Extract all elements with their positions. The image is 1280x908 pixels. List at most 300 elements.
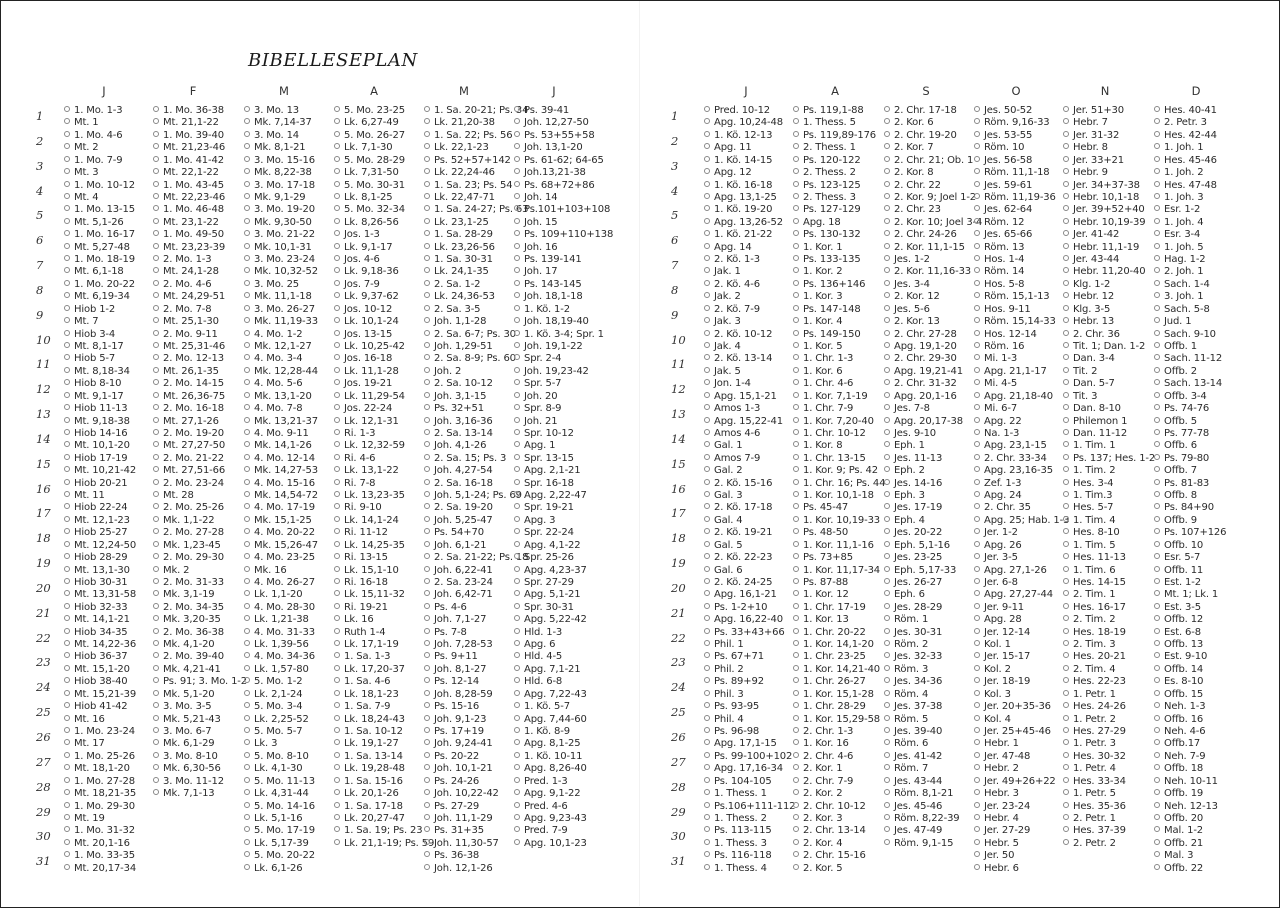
- checkbox-circle-icon[interactable]: [704, 317, 710, 323]
- checkbox-circle-icon[interactable]: [334, 789, 340, 795]
- checkbox-circle-icon[interactable]: [1154, 764, 1160, 770]
- checkbox-circle-icon[interactable]: [974, 789, 980, 795]
- checkbox-circle-icon[interactable]: [64, 404, 70, 410]
- checkbox-circle-icon[interactable]: [424, 541, 430, 547]
- reading-entry[interactable]: [153, 155, 224, 167]
- reading-entry[interactable]: [793, 440, 842, 452]
- reading-entry[interactable]: [1154, 329, 1216, 341]
- checkbox-circle-icon[interactable]: [793, 528, 799, 534]
- checkbox-circle-icon[interactable]: [514, 553, 520, 559]
- checkbox-circle-icon[interactable]: [334, 839, 340, 845]
- reading-entry[interactable]: [334, 565, 399, 577]
- checkbox-circle-icon[interactable]: [64, 317, 70, 323]
- checkbox-circle-icon[interactable]: [974, 441, 980, 447]
- reading-entry[interactable]: [884, 403, 930, 415]
- checkbox-circle-icon[interactable]: [704, 826, 710, 832]
- reading-entry[interactable]: [64, 863, 136, 875]
- checkbox-circle-icon[interactable]: [704, 814, 710, 820]
- reading-entry[interactable]: [1154, 478, 1209, 490]
- reading-entry[interactable]: [1063, 515, 1115, 527]
- checkbox-circle-icon[interactable]: [793, 429, 799, 435]
- checkbox-circle-icon[interactable]: [514, 317, 520, 323]
- reading-entry[interactable]: [1063, 341, 1145, 353]
- reading-entry[interactable]: [704, 279, 760, 291]
- checkbox-circle-icon[interactable]: [64, 851, 70, 857]
- checkbox-circle-icon[interactable]: [1154, 106, 1160, 112]
- reading-entry[interactable]: [334, 540, 405, 552]
- checkbox-circle-icon[interactable]: [704, 243, 710, 249]
- reading-entry[interactable]: [514, 453, 574, 465]
- checkbox-circle-icon[interactable]: [1063, 764, 1069, 770]
- reading-entry[interactable]: [704, 589, 777, 601]
- checkbox-circle-icon[interactable]: [514, 628, 520, 634]
- checkbox-circle-icon[interactable]: [793, 864, 799, 870]
- reading-entry[interactable]: [974, 850, 1014, 862]
- checkbox-circle-icon[interactable]: [334, 652, 340, 658]
- checkbox-circle-icon[interactable]: [704, 417, 710, 423]
- reading-entry[interactable]: [334, 416, 399, 428]
- checkbox-circle-icon[interactable]: [514, 590, 520, 596]
- reading-entry[interactable]: [974, 266, 1024, 278]
- reading-entry[interactable]: [334, 329, 392, 341]
- reading-entry[interactable]: [1063, 552, 1126, 564]
- checkbox-circle-icon[interactable]: [64, 168, 70, 174]
- reading-entry[interactable]: [334, 378, 392, 390]
- checkbox-circle-icon[interactable]: [153, 491, 159, 497]
- checkbox-circle-icon[interactable]: [1154, 727, 1160, 733]
- checkbox-circle-icon[interactable]: [64, 665, 70, 671]
- checkbox-circle-icon[interactable]: [793, 106, 799, 112]
- checkbox-circle-icon[interactable]: [64, 280, 70, 286]
- checkbox-circle-icon[interactable]: [514, 404, 520, 410]
- checkbox-circle-icon[interactable]: [884, 715, 890, 721]
- reading-entry[interactable]: [64, 453, 128, 465]
- reading-entry[interactable]: [424, 850, 479, 862]
- reading-entry[interactable]: [884, 316, 940, 328]
- reading-entry[interactable]: [424, 565, 493, 577]
- checkbox-circle-icon[interactable]: [334, 578, 340, 584]
- reading-entry[interactable]: [424, 440, 486, 452]
- reading-entry[interactable]: [884, 763, 928, 775]
- reading-entry[interactable]: [334, 130, 405, 142]
- checkbox-circle-icon[interactable]: [424, 727, 430, 733]
- checkbox-circle-icon[interactable]: [1063, 280, 1069, 286]
- reading-entry[interactable]: [424, 788, 499, 800]
- checkbox-circle-icon[interactable]: [424, 305, 430, 311]
- reading-entry[interactable]: [884, 565, 956, 577]
- checkbox-circle-icon[interactable]: [334, 354, 340, 360]
- checkbox-circle-icon[interactable]: [514, 131, 520, 137]
- checkbox-circle-icon[interactable]: [514, 491, 520, 497]
- reading-entry[interactable]: [884, 714, 928, 726]
- checkbox-circle-icon[interactable]: [1154, 789, 1160, 795]
- checkbox-circle-icon[interactable]: [244, 677, 250, 683]
- checkbox-circle-icon[interactable]: [244, 690, 250, 696]
- checkbox-circle-icon[interactable]: [974, 652, 980, 658]
- reading-entry[interactable]: [884, 552, 942, 564]
- checkbox-circle-icon[interactable]: [793, 317, 799, 323]
- checkbox-circle-icon[interactable]: [793, 665, 799, 671]
- reading-entry[interactable]: [514, 639, 555, 651]
- reading-entry[interactable]: [244, 651, 315, 663]
- reading-entry[interactable]: [793, 552, 853, 564]
- reading-entry[interactable]: [153, 204, 224, 216]
- reading-entry[interactable]: [793, 813, 842, 825]
- reading-entry[interactable]: [793, 428, 866, 440]
- checkbox-circle-icon[interactable]: [1063, 665, 1069, 671]
- reading-entry[interactable]: [1063, 291, 1114, 303]
- checkbox-circle-icon[interactable]: [424, 677, 430, 683]
- checkbox-circle-icon[interactable]: [244, 118, 250, 124]
- reading-entry[interactable]: [1063, 801, 1126, 813]
- checkbox-circle-icon[interactable]: [64, 255, 70, 261]
- checkbox-circle-icon[interactable]: [1154, 454, 1160, 460]
- reading-entry[interactable]: [334, 751, 403, 763]
- reading-entry[interactable]: [884, 453, 942, 465]
- reading-entry[interactable]: [704, 502, 772, 514]
- reading-entry[interactable]: [334, 453, 375, 465]
- reading-entry[interactable]: [974, 639, 1011, 651]
- reading-entry[interactable]: [884, 838, 953, 850]
- checkbox-circle-icon[interactable]: [884, 503, 890, 509]
- reading-entry[interactable]: [884, 167, 933, 179]
- checkbox-circle-icon[interactable]: [1154, 367, 1160, 373]
- checkbox-circle-icon[interactable]: [334, 466, 340, 472]
- checkbox-circle-icon[interactable]: [244, 541, 250, 547]
- checkbox-circle-icon[interactable]: [424, 491, 430, 497]
- checkbox-circle-icon[interactable]: [514, 640, 520, 646]
- reading-entry[interactable]: [704, 378, 751, 390]
- reading-entry[interactable]: [153, 105, 224, 117]
- reading-entry[interactable]: [514, 266, 557, 278]
- checkbox-circle-icon[interactable]: [793, 615, 799, 621]
- reading-entry[interactable]: [884, 701, 942, 713]
- checkbox-circle-icon[interactable]: [514, 454, 520, 460]
- reading-entry[interactable]: [153, 440, 225, 452]
- reading-entry[interactable]: [793, 527, 848, 539]
- reading-entry[interactable]: [153, 502, 224, 514]
- checkbox-circle-icon[interactable]: [884, 665, 890, 671]
- checkbox-circle-icon[interactable]: [244, 267, 250, 273]
- checkbox-circle-icon[interactable]: [424, 715, 430, 721]
- checkbox-circle-icon[interactable]: [244, 305, 250, 311]
- reading-entry[interactable]: [974, 428, 1019, 440]
- checkbox-circle-icon[interactable]: [153, 305, 159, 311]
- reading-entry[interactable]: [793, 776, 853, 788]
- reading-entry[interactable]: [153, 701, 211, 713]
- reading-entry[interactable]: [704, 142, 752, 154]
- reading-entry[interactable]: [424, 180, 512, 192]
- checkbox-circle-icon[interactable]: [64, 516, 70, 522]
- checkbox-circle-icon[interactable]: [153, 715, 159, 721]
- reading-entry[interactable]: [793, 465, 878, 477]
- checkbox-circle-icon[interactable]: [514, 441, 520, 447]
- reading-entry[interactable]: [514, 428, 574, 440]
- reading-entry[interactable]: [793, 105, 864, 117]
- reading-entry[interactable]: [334, 664, 405, 676]
- reading-entry[interactable]: [244, 776, 315, 788]
- checkbox-circle-icon[interactable]: [1154, 429, 1160, 435]
- checkbox-circle-icon[interactable]: [974, 566, 980, 572]
- checkbox-circle-icon[interactable]: [334, 131, 340, 137]
- reading-entry[interactable]: [64, 378, 121, 390]
- reading-entry[interactable]: [974, 502, 1031, 514]
- reading-entry[interactable]: [153, 540, 221, 552]
- checkbox-circle-icon[interactable]: [704, 764, 710, 770]
- checkbox-circle-icon[interactable]: [793, 802, 799, 808]
- reading-entry[interactable]: [64, 291, 130, 303]
- reading-entry[interactable]: [974, 490, 1022, 502]
- checkbox-circle-icon[interactable]: [884, 752, 890, 758]
- reading-entry[interactable]: [1063, 142, 1108, 154]
- checkbox-circle-icon[interactable]: [64, 814, 70, 820]
- checkbox-circle-icon[interactable]: [424, 839, 430, 845]
- checkbox-circle-icon[interactable]: [64, 305, 70, 311]
- reading-entry[interactable]: [793, 676, 866, 688]
- reading-entry[interactable]: [514, 738, 580, 750]
- reading-entry[interactable]: [974, 254, 1024, 266]
- reading-entry[interactable]: [974, 329, 1037, 341]
- checkbox-circle-icon[interactable]: [884, 441, 890, 447]
- checkbox-circle-icon[interactable]: [704, 305, 710, 311]
- checkbox-circle-icon[interactable]: [793, 516, 799, 522]
- checkbox-circle-icon[interactable]: [704, 354, 710, 360]
- reading-entry[interactable]: [514, 167, 586, 179]
- reading-entry[interactable]: [974, 416, 1022, 428]
- reading-entry[interactable]: [514, 229, 613, 241]
- checkbox-circle-icon[interactable]: [244, 280, 250, 286]
- reading-entry[interactable]: [884, 366, 963, 378]
- reading-entry[interactable]: [1063, 391, 1097, 403]
- reading-entry[interactable]: [64, 738, 105, 750]
- checkbox-circle-icon[interactable]: [334, 193, 340, 199]
- checkbox-circle-icon[interactable]: [704, 454, 710, 460]
- checkbox-circle-icon[interactable]: [974, 528, 980, 534]
- reading-entry[interactable]: [244, 316, 318, 328]
- checkbox-circle-icon[interactable]: [884, 814, 890, 820]
- checkbox-circle-icon[interactable]: [244, 193, 250, 199]
- checkbox-circle-icon[interactable]: [704, 528, 710, 534]
- checkbox-circle-icon[interactable]: [1063, 802, 1069, 808]
- checkbox-circle-icon[interactable]: [64, 143, 70, 149]
- reading-entry[interactable]: [514, 304, 570, 316]
- reading-entry[interactable]: [884, 726, 942, 738]
- reading-entry[interactable]: [153, 614, 221, 626]
- checkbox-circle-icon[interactable]: [704, 267, 710, 273]
- checkbox-circle-icon[interactable]: [153, 553, 159, 559]
- checkbox-circle-icon[interactable]: [884, 168, 890, 174]
- reading-entry[interactable]: [514, 776, 568, 788]
- reading-entry[interactable]: [974, 614, 1022, 626]
- reading-entry[interactable]: [334, 242, 392, 254]
- checkbox-circle-icon[interactable]: [334, 503, 340, 509]
- checkbox-circle-icon[interactable]: [64, 652, 70, 658]
- reading-entry[interactable]: [793, 403, 853, 415]
- reading-entry[interactable]: [334, 763, 405, 775]
- checkbox-circle-icon[interactable]: [1063, 392, 1069, 398]
- checkbox-circle-icon[interactable]: [793, 193, 799, 199]
- checkbox-circle-icon[interactable]: [793, 156, 799, 162]
- reading-entry[interactable]: [793, 242, 842, 254]
- reading-entry[interactable]: [884, 304, 930, 316]
- reading-entry[interactable]: [884, 416, 963, 428]
- checkbox-circle-icon[interactable]: [793, 168, 799, 174]
- checkbox-circle-icon[interactable]: [514, 417, 520, 423]
- reading-entry[interactable]: [514, 366, 589, 378]
- checkbox-circle-icon[interactable]: [704, 379, 710, 385]
- checkbox-circle-icon[interactable]: [884, 826, 890, 832]
- checkbox-circle-icon[interactable]: [1154, 628, 1160, 634]
- checkbox-circle-icon[interactable]: [884, 628, 890, 634]
- reading-entry[interactable]: [974, 279, 1024, 291]
- checkbox-circle-icon[interactable]: [64, 739, 70, 745]
- reading-entry[interactable]: [974, 589, 1053, 601]
- reading-entry[interactable]: [704, 180, 772, 192]
- checkbox-circle-icon[interactable]: [424, 441, 430, 447]
- reading-entry[interactable]: [514, 440, 555, 452]
- reading-entry[interactable]: [244, 105, 299, 117]
- reading-entry[interactable]: [244, 565, 287, 577]
- reading-entry[interactable]: [884, 813, 960, 825]
- reading-entry[interactable]: [424, 763, 493, 775]
- reading-entry[interactable]: [704, 701, 759, 713]
- reading-entry[interactable]: [974, 403, 1017, 415]
- reading-entry[interactable]: [244, 279, 299, 291]
- reading-entry[interactable]: [153, 428, 224, 440]
- reading-entry[interactable]: [244, 142, 306, 154]
- reading-entry[interactable]: [704, 341, 741, 353]
- reading-entry[interactable]: [884, 105, 957, 117]
- checkbox-circle-icon[interactable]: [153, 429, 159, 435]
- checkbox-circle-icon[interactable]: [244, 578, 250, 584]
- reading-entry[interactable]: [1154, 776, 1218, 788]
- reading-entry[interactable]: [244, 664, 309, 676]
- reading-entry[interactable]: [153, 217, 219, 229]
- checkbox-circle-icon[interactable]: [1063, 566, 1069, 572]
- checkbox-circle-icon[interactable]: [884, 143, 890, 149]
- reading-entry[interactable]: [793, 825, 866, 837]
- reading-entry[interactable]: [64, 651, 128, 663]
- checkbox-circle-icon[interactable]: [1154, 168, 1160, 174]
- reading-entry[interactable]: [974, 651, 1030, 663]
- reading-entry[interactable]: [1154, 676, 1203, 688]
- checkbox-circle-icon[interactable]: [793, 181, 799, 187]
- checkbox-circle-icon[interactable]: [514, 652, 520, 658]
- reading-entry[interactable]: [64, 850, 135, 862]
- checkbox-circle-icon[interactable]: [424, 640, 430, 646]
- checkbox-circle-icon[interactable]: [424, 739, 430, 745]
- reading-entry[interactable]: [514, 105, 569, 117]
- reading-entry[interactable]: [64, 701, 128, 713]
- reading-entry[interactable]: [424, 490, 522, 502]
- reading-entry[interactable]: [244, 217, 312, 229]
- checkbox-circle-icon[interactable]: [1063, 640, 1069, 646]
- reading-entry[interactable]: [1154, 763, 1203, 775]
- checkbox-circle-icon[interactable]: [424, 367, 430, 373]
- reading-entry[interactable]: [1063, 353, 1115, 365]
- checkbox-circle-icon[interactable]: [1063, 727, 1069, 733]
- checkbox-circle-icon[interactable]: [424, 330, 430, 336]
- reading-entry[interactable]: [244, 130, 299, 142]
- reading-entry[interactable]: [153, 465, 225, 477]
- reading-entry[interactable]: [334, 813, 405, 825]
- checkbox-circle-icon[interactable]: [1063, 516, 1069, 522]
- reading-entry[interactable]: [1154, 291, 1204, 303]
- reading-entry[interactable]: [424, 242, 495, 254]
- checkbox-circle-icon[interactable]: [1063, 652, 1069, 658]
- reading-entry[interactable]: [884, 329, 957, 341]
- checkbox-circle-icon[interactable]: [884, 317, 890, 323]
- reading-entry[interactable]: [1154, 689, 1203, 701]
- reading-entry[interactable]: [974, 117, 1050, 129]
- reading-entry[interactable]: [704, 304, 760, 316]
- reading-entry[interactable]: [153, 651, 224, 663]
- checkbox-circle-icon[interactable]: [334, 677, 340, 683]
- checkbox-circle-icon[interactable]: [1154, 292, 1160, 298]
- reading-entry[interactable]: [64, 254, 135, 266]
- checkbox-circle-icon[interactable]: [1063, 739, 1069, 745]
- checkbox-circle-icon[interactable]: [153, 230, 159, 236]
- checkbox-circle-icon[interactable]: [514, 218, 520, 224]
- checkbox-circle-icon[interactable]: [974, 143, 980, 149]
- reading-entry[interactable]: [793, 316, 842, 328]
- reading-entry[interactable]: [334, 341, 405, 353]
- checkbox-circle-icon[interactable]: [793, 690, 799, 696]
- checkbox-circle-icon[interactable]: [704, 864, 710, 870]
- checkbox-circle-icon[interactable]: [1154, 131, 1160, 137]
- reading-entry[interactable]: [153, 676, 247, 688]
- checkbox-circle-icon[interactable]: [244, 739, 250, 745]
- checkbox-circle-icon[interactable]: [64, 441, 70, 447]
- checkbox-circle-icon[interactable]: [64, 777, 70, 783]
- reading-entry[interactable]: [244, 192, 306, 204]
- checkbox-circle-icon[interactable]: [64, 628, 70, 634]
- reading-entry[interactable]: [153, 316, 219, 328]
- checkbox-circle-icon[interactable]: [884, 454, 890, 460]
- reading-entry[interactable]: [334, 304, 392, 316]
- reading-entry[interactable]: [1063, 279, 1110, 291]
- reading-entry[interactable]: [424, 577, 493, 589]
- reading-entry[interactable]: [884, 639, 928, 651]
- checkbox-circle-icon[interactable]: [64, 429, 70, 435]
- reading-entry[interactable]: [334, 403, 392, 415]
- checkbox-circle-icon[interactable]: [884, 839, 890, 845]
- checkbox-circle-icon[interactable]: [334, 702, 340, 708]
- reading-entry[interactable]: [1154, 242, 1204, 254]
- reading-entry[interactable]: [153, 602, 224, 614]
- reading-entry[interactable]: [64, 565, 130, 577]
- checkbox-circle-icon[interactable]: [334, 305, 340, 311]
- reading-entry[interactable]: [424, 428, 493, 440]
- checkbox-circle-icon[interactable]: [1063, 156, 1069, 162]
- reading-entry[interactable]: [334, 614, 374, 626]
- reading-entry[interactable]: [153, 565, 189, 577]
- reading-entry[interactable]: [974, 465, 1053, 477]
- reading-entry[interactable]: [153, 391, 225, 403]
- reading-entry[interactable]: [153, 664, 221, 676]
- reading-entry[interactable]: [244, 714, 309, 726]
- reading-entry[interactable]: [974, 763, 1019, 775]
- checkbox-circle-icon[interactable]: [424, 156, 430, 162]
- reading-entry[interactable]: [704, 651, 764, 663]
- reading-entry[interactable]: [974, 527, 1018, 539]
- reading-entry[interactable]: [1063, 416, 1127, 428]
- reading-entry[interactable]: [1154, 540, 1203, 552]
- reading-entry[interactable]: [334, 726, 403, 738]
- checkbox-circle-icon[interactable]: [244, 479, 250, 485]
- checkbox-circle-icon[interactable]: [153, 181, 159, 187]
- reading-entry[interactable]: [244, 465, 318, 477]
